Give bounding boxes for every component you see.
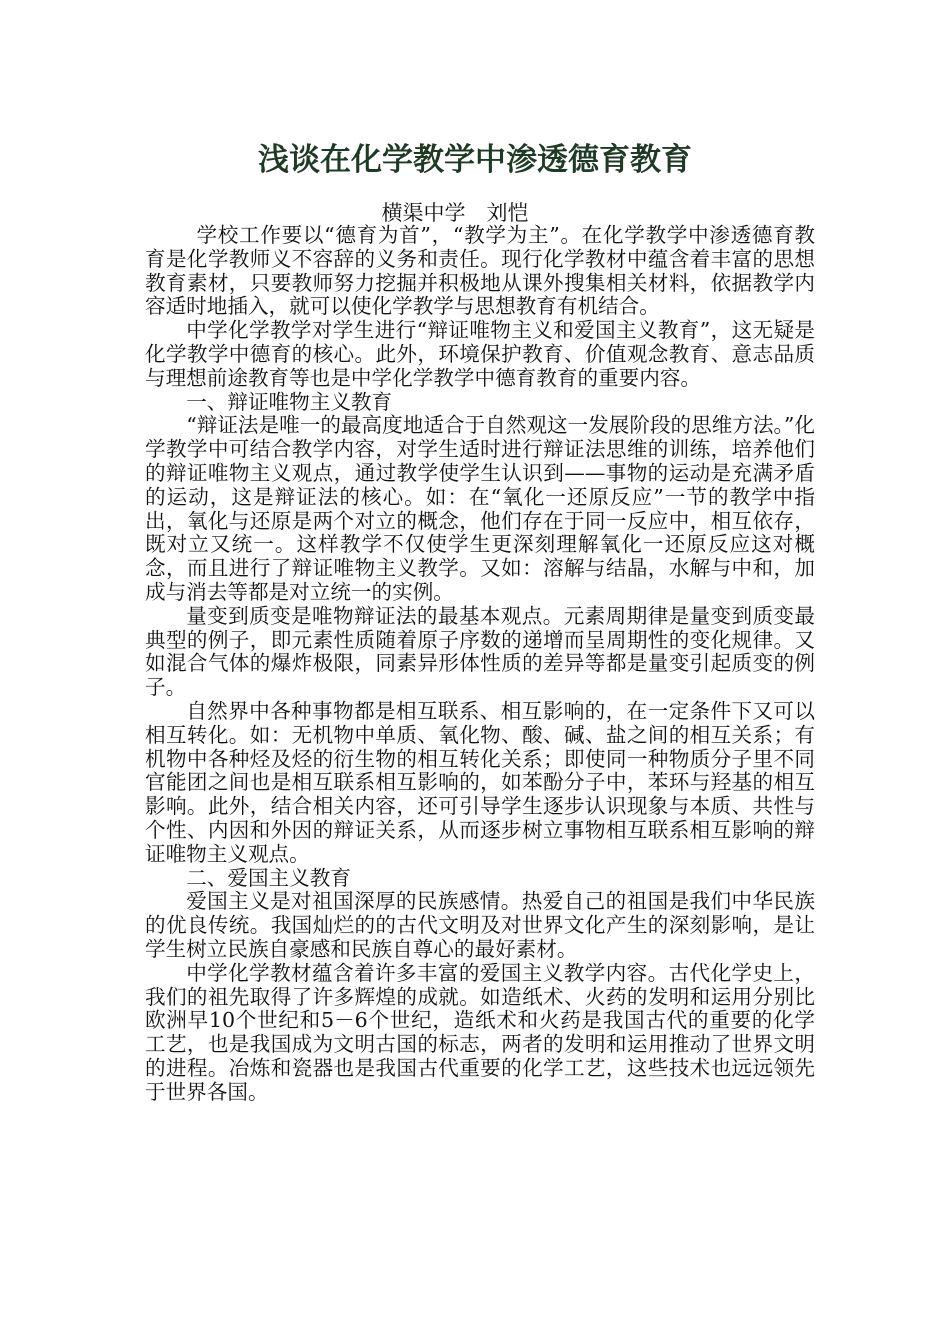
section-heading-patriotism: 二、爱国主义教育 <box>186 865 351 890</box>
section-heading-dialectics: 一、辩证唯物主义教育 <box>186 389 393 414</box>
document-title: 浅谈在化学教学中渗透德育教育 <box>258 142 692 178</box>
paragraph-chemistry-history: 中学化学教材蕴含着许多丰富的爱国主义教学内容。古代化学史上，我们的祖先取得了许多辉煌的成就。如造纸术、火药的发明和运用分别比欧洲早10个世纪和5－6个世纪，造纸术和火药是我国古代的重要的化学工艺，也是我国成为文明古国的标志，两者的发明和运用推动了世界文明的进程。冶炼和瓷器也是我国古代重要的化学工艺，这些技术也远远领先于世界各国。 <box>145 960 815 1104</box>
paragraph-dialectics-method: “辩证法是唯一的最高度地适合于自然观这一发展阶段的思维方法。”化学教学中可结合教学内容，对学生适时进行辩证法思维的训练，培养他们的辩证唯物主义观点，通过教学使学生认识到——事物的运动是充满矛盾的运动，这是辩证法的核心。如：在“氧化一还原反应”一节的教学中指出，氧化与还原是两个对立的概念，他们存在于同一反应中，相互依存，既对立又统一。这样教学不仅使学生更深刻理解氧化一还原反应这对概念，而且进行了辩证唯物主义教学。又如：溶解与结晶，水解与中和，加成与消去等都是对立统一的实例。 <box>145 413 815 604</box>
paragraph-patriotism-intro: 爱国主义是对祖国深厚的民族感情。热爱自己的祖国是我们中华民族的优良传统。我国灿烂的的古代文明及对世界文化产生的深刻影响，是让学生树立民族自豪感和民族自尊心的最好素材。 <box>145 889 815 961</box>
paragraph-intro: 学校工作要以“德育为首”，“教学为主”。在化学教学中渗透德育教育是化学教师义不容辞的义务和责任。现行化学教材中蕴含着丰富的思想教育素材，只要教师努力挖掘并积极地从课外搜集相关材料，依据教学内容适时地插入，就可以使化学教学与思想教育有机结合。 <box>145 223 815 319</box>
document-body <box>145 224 815 1104</box>
author-line: 横渠中学 刘恺 <box>381 201 529 225</box>
paragraph-core: 中学化学教学对学生进行“辩证唯物主义和爱国主义教育”，这无疑是化学教学中德育的核心。此外，环境保护教育、价值观念教育、意志品质与理想前途教育等也是中学化学教学中德育教育的重要内容。 <box>145 318 815 390</box>
paragraph-interconnection: 自然界中各种事物都是相互联系、相互影响的，在一定条件下又可以相互转化。如：无机物中单质、氧化物、酸、碱、盐之间的相互关系；有机物中各种烃及烃的衍生物的相互转化关系；即使同一种物质分子里不同官能团之间也是相互联系相互影响的，如苯酚分子中，苯环与羟基的相互影响。此外，结合相关内容，还可引导学生逐步认识现象与本质、共性与个性、内因和外因的辩证关系，从而逐步树立事物相互联系相互影响的辩证唯物主义观点。 <box>145 698 815 866</box>
paragraph-quantity-quality: 量变到质变是唯物辩证法的最基本观点。元素周期律是量变到质变最典型的例子，即元素性质随着原子序数的递增而呈周期性的变化规律。又如混合气体的爆炸极限，同素异形体性质的差异等都是量变引起质变的例子。 <box>145 603 815 700</box>
